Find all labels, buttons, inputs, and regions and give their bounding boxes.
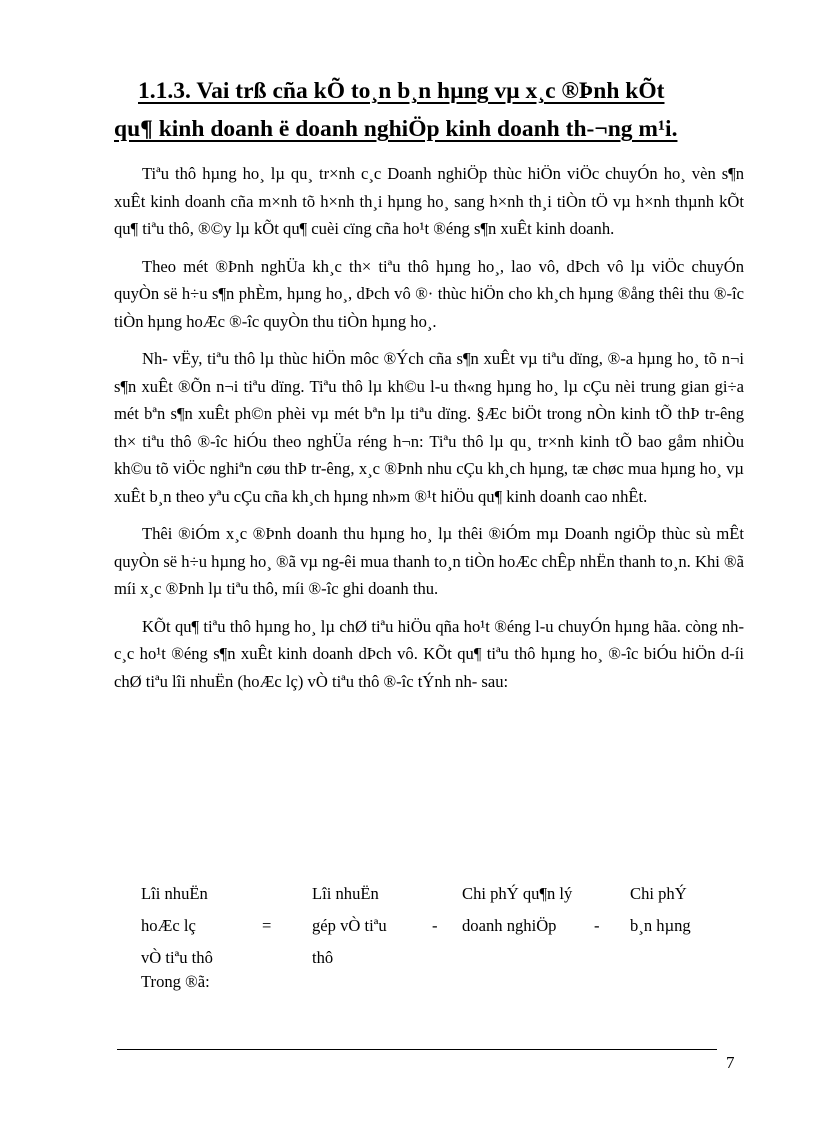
where-label: Trong ®ã: <box>141 972 210 991</box>
section-heading-line-2: qu¶ kinh doanh ë doanh nghiÖp kinh doanh th-¬ng m¹i. <box>114 116 678 142</box>
formula-text: Lîi nhuËn <box>312 884 379 903</box>
formula-text: Lîi nhuËn <box>141 884 208 903</box>
formula-result-term <box>141 878 213 974</box>
body-text <box>114 160 744 705</box>
formula-selling-cost-term <box>630 878 691 942</box>
formula-admin-cost-term <box>462 878 572 942</box>
formula-text: b¸n hµng <box>630 916 691 935</box>
formula-gross-profit-term <box>312 878 387 974</box>
section-heading-line-1: 1.1.3. Vai trß cña kÕ to¸n b¸n hµng vµ x¸c ®Þnh kÕt <box>138 78 665 104</box>
paragraph: Thêi ®iÓm x¸c ®Þnh doanh thu hµng ho¸ lµ thêi ®iÓm mµ Doanh ngiÖp thùc sù mÊt quyÒn së h÷u hµng ho¸ ®ã vµ ng-êi mua thanh to¸n tiÒn hoÆc chÊp nhËn thanh to¸n. Khi ®ã míi x¸c ®Þnh lµ tiªu thô, míi ®-îc ghi doanh thu. <box>114 524 744 598</box>
paragraph: Theo mét ®Þnh nghÜa kh¸c th× tiªu thô hµng ho¸, lao vô, dÞch vô lµ viÖc chuyÓn quyÒn së h÷u s¶n phÈm, hµng ho¸, dÞch vô ®· thùc hiÖn cho kh¸ch hµng ®ång thêi thu ®-îc tiÒn hµng hoÆc ®-îc quyÒn thu tiÒn hµng ho¸. <box>114 256 744 331</box>
formula-minus-sign: - <box>594 916 600 935</box>
paragraph: Nh- vËy, tiªu thô lµ thùc hiÖn môc ®Ých cña s¶n xuÊt vµ tiªu dïng, ®-a hµng ho¸ tõ n¬i s¶n xuÊt ®Õn n¬i tiªu dïng. Tiªu thô lµ kh©u l-u th«ng hµng ho¸ lµ cÇu nèi trung gian gi÷a mét bªn s¶n xuÊt ph©n phèi vµ mét bªn lµ tiªu dïng. §Æc biÖt trong nÒn kinh tÕ thÞ tr-êng th× tiªu thô ®-îc hiÓu theo nghÜa réng h¬n: Tiªu thô lµ qu¸ tr×nh kinh tÕ bao gåm nhiÒu kh©u tõ viÖc nghiªn cøu thÞ tr-êng, x¸c ®Þnh nhu cÇu kh¸ch hµng, tæ chøc mua hµng ho¸ vµ xuÊt b¸n theo yªu cÇu cña kh¸ch hµng nh»m ®¹t hiÖu qu¶ kinh doanh cao nhÊt. <box>114 349 744 506</box>
formula-text: doanh nghiÖp <box>462 916 557 935</box>
paragraph: KÕt qu¶ tiªu thô hµng ho¸ lµ chØ tiªu hiÖu qña ho¹t ®éng l-u chuyÓn hµng hãa. còng nh- c¸c ho¹t ®éng s¶n xuÊt kinh doanh dÞch vô. KÕt qu¶ tiªu thô hµng ho¸ ®-îc biÓu hiÖn d-íi chØ tiªu lîi nhuËn (hoÆc lç) vÒ tiªu thô ®-îc tÝnh nh- sau: <box>114 616 744 691</box>
formula-text: vÒ tiªu thô <box>141 948 213 967</box>
paragraph: Tiªu thô hµng ho¸ lµ qu¸ tr×nh c¸c Doanh nghiÖp thùc hiÖn viÖc chuyÓn ho¸ vèn s¶n xuÊt kinh doanh cña m×nh tõ h×nh th¸i hµng ho¸ sang h×nh th¸i tiÒn tÖ vµ h×nh thµnh kÕt qu¶ tiªu thô, ®©y lµ kÕt qu¶ cuèi cïng cña ho¹t ®éng s¶n xuÊt kinh doanh. <box>114 164 744 238</box>
formula-text: thô <box>312 948 334 967</box>
page-number: 7 <box>726 1053 735 1072</box>
formula-equals-sign: = <box>262 916 272 935</box>
formula-text: hoÆc lç <box>141 916 196 935</box>
footer-divider <box>117 1049 717 1050</box>
section-heading <box>114 72 754 148</box>
formula-text: Chi phÝ <box>630 884 687 903</box>
formula-minus-sign: - <box>432 916 438 935</box>
formula-text: Chi phÝ qu¶n lý <box>462 884 573 903</box>
formula-text: gép vÒ tiªu <box>312 916 387 935</box>
